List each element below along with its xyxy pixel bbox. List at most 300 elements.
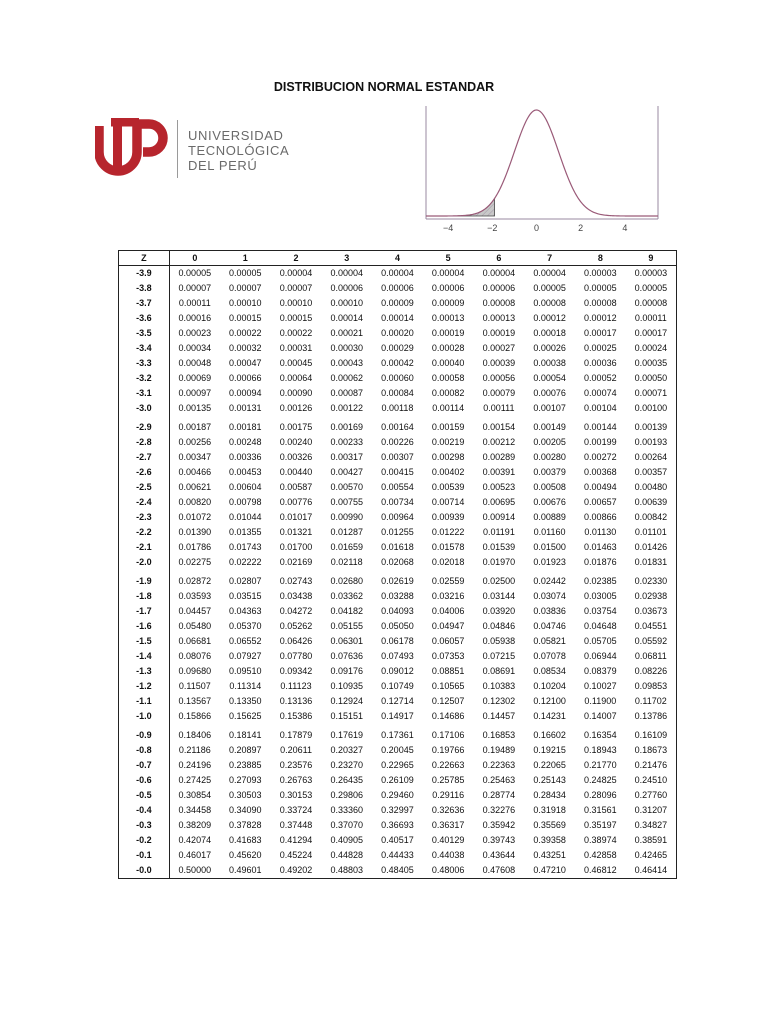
- z-value-cell: -3.5: [119, 326, 170, 341]
- probability-cell: 0.03144: [482, 591, 516, 601]
- x-tick-label: −4: [442, 223, 454, 233]
- probability-cell: 0.00256: [178, 437, 212, 447]
- table-row: [119, 371, 677, 386]
- probability-cell: 0.18406: [178, 730, 212, 740]
- probability-cell: 0.35942: [482, 820, 516, 830]
- table-row: [119, 634, 677, 649]
- z-value-cell: -2.1: [119, 540, 170, 555]
- probability-cell: 0.01191: [482, 527, 515, 537]
- logo-line-2: TECNOLÓGICA: [188, 143, 290, 158]
- shaded-tail-area: [426, 199, 495, 216]
- z-value-cell: -2.8: [119, 435, 170, 450]
- probability-cell: 0.33724: [279, 805, 313, 815]
- probability-cell: 0.10935: [330, 681, 363, 691]
- probability-cell: 0.00114: [432, 403, 465, 413]
- probability-cell: 0.01101: [634, 527, 667, 537]
- digit-column-header: 8: [575, 251, 626, 266]
- probability-cell: 0.38591: [634, 835, 668, 845]
- probability-cell: 0.03438: [279, 591, 313, 601]
- z-table-head: [119, 251, 677, 266]
- x-tick-label: 2: [578, 223, 584, 233]
- probability-cell: 0.08226: [634, 666, 668, 676]
- probability-cell: 0.45224: [279, 850, 313, 860]
- probability-cell: 0.14917: [381, 711, 414, 721]
- probability-cell: 0.01743: [229, 542, 262, 552]
- probability-cell: 0.03673: [634, 606, 668, 616]
- probability-cell: 0.08379: [584, 666, 617, 676]
- probability-cell: 0.38974: [584, 835, 617, 845]
- probability-cell: 0.05480: [178, 621, 212, 631]
- table-row: [119, 619, 677, 634]
- probability-cell: 0.00621: [178, 482, 212, 492]
- probability-cell: 0.37070: [330, 820, 363, 830]
- probability-cell: 0.00071: [634, 388, 668, 398]
- z-value-cell: -0.8: [119, 743, 170, 758]
- probability-cell: 0.13786: [634, 711, 668, 721]
- probability-cell: 0.29116: [432, 790, 465, 800]
- z-value-cell: -3.1: [119, 386, 170, 401]
- probability-cell: 0.16109: [634, 730, 668, 740]
- probability-cell: 0.10204: [533, 681, 566, 691]
- probability-cell: 0.00013: [431, 313, 465, 323]
- probability-cell: 0.00005: [229, 268, 262, 278]
- z-value-cell: -0.0: [119, 863, 170, 879]
- probability-cell: 0.00005: [634, 283, 668, 293]
- probability-cell: 0.48405: [381, 865, 414, 875]
- probability-cell: 0.26763: [279, 775, 313, 785]
- probability-cell: 0.01255: [381, 527, 414, 537]
- z-value-cell: -0.4: [119, 803, 170, 818]
- probability-cell: 0.10383: [482, 681, 516, 691]
- probability-cell: 0.24510: [634, 775, 668, 785]
- probability-cell: 0.01659: [330, 542, 363, 552]
- probability-cell: 0.00402: [431, 467, 465, 477]
- probability-cell: 0.00052: [584, 373, 617, 383]
- probability-cell: 0.44433: [381, 850, 414, 860]
- probability-cell: 0.00240: [279, 437, 313, 447]
- probability-cell: 0.22363: [482, 760, 516, 770]
- probability-cell: 0.28096: [584, 790, 617, 800]
- probability-cell: 0.00009: [431, 298, 465, 308]
- probability-cell: 0.02442: [533, 576, 566, 586]
- probability-cell: 0.32997: [381, 805, 414, 815]
- probability-cell: 0.12302: [482, 696, 516, 706]
- probability-cell: 0.46017: [178, 850, 212, 860]
- probability-cell: 0.00032: [229, 343, 262, 353]
- probability-cell: 0.11507: [178, 681, 211, 691]
- probability-cell: 0.00010: [229, 298, 262, 308]
- probability-cell: 0.00914: [482, 512, 516, 522]
- probability-cell: 0.02938: [634, 591, 668, 601]
- table-row: [119, 311, 677, 326]
- x-tick-label: 4: [622, 223, 628, 233]
- digit-column-header: 1: [220, 251, 271, 266]
- probability-cell: 0.00842: [634, 512, 668, 522]
- probability-cell: 0.00007: [279, 283, 313, 293]
- z-value-cell: -2.7: [119, 450, 170, 465]
- probability-cell: 0.02500: [482, 576, 516, 586]
- probability-cell: 0.01426: [634, 542, 668, 552]
- probability-cell: 0.16853: [482, 730, 516, 740]
- page-title: DISTRIBUCION NORMAL ESTANDAR: [273, 80, 495, 94]
- probability-cell: 0.30854: [178, 790, 212, 800]
- probability-cell: 0.34458: [178, 805, 212, 815]
- probability-cell: 0.15386: [279, 711, 313, 721]
- z-value-cell: -0.3: [119, 818, 170, 833]
- probability-cell: 0.00027: [482, 343, 516, 353]
- probability-cell: 0.00144: [584, 422, 617, 432]
- probability-cell: 0.09012: [381, 666, 414, 676]
- probability-cell: 0.00466: [178, 467, 212, 477]
- probability-cell: 0.00013: [482, 313, 516, 323]
- probability-cell: 0.00657: [584, 497, 617, 507]
- probability-cell: 0.36317: [431, 820, 465, 830]
- probability-cell: 0.11702: [634, 696, 667, 706]
- probability-cell: 0.27425: [178, 775, 212, 785]
- probability-cell: 0.18943: [584, 745, 617, 755]
- probability-cell: 0.02807: [229, 576, 262, 586]
- digit-column-header: 9: [626, 251, 677, 266]
- table-row: [119, 281, 677, 296]
- probability-cell: 0.07353: [431, 651, 465, 661]
- probability-cell: 0.02169: [279, 557, 313, 567]
- probability-cell: 0.44038: [431, 850, 465, 860]
- probability-cell: 0.28434: [533, 790, 566, 800]
- probability-cell: 0.03920: [482, 606, 516, 616]
- probability-cell: 0.34090: [229, 805, 262, 815]
- probability-cell: 0.04272: [279, 606, 313, 616]
- z-value-cell: -2.3: [119, 510, 170, 525]
- probability-cell: 0.17361: [381, 730, 414, 740]
- probability-cell: 0.25143: [533, 775, 566, 785]
- probability-cell: 0.31207: [634, 805, 668, 815]
- probability-cell: 0.18141: [229, 730, 262, 740]
- probability-cell: 0.41683: [229, 835, 262, 845]
- probability-cell: 0.07078: [533, 651, 566, 661]
- probability-cell: 0.01970: [482, 557, 516, 567]
- probability-cell: 0.03288: [381, 591, 414, 601]
- probability-cell: 0.07636: [330, 651, 363, 661]
- probability-cell: 0.00008: [634, 298, 668, 308]
- digit-column-header: 5: [423, 251, 474, 266]
- probability-cell: 0.29806: [330, 790, 363, 800]
- probability-cell: 0.00347: [178, 452, 212, 462]
- probability-cell: 0.09176: [330, 666, 363, 676]
- table-row: [119, 589, 677, 604]
- probability-cell: 0.39743: [482, 835, 516, 845]
- probability-cell: 0.00100: [634, 403, 668, 413]
- probability-cell: 0.00336: [229, 452, 262, 462]
- table-row: [119, 818, 677, 833]
- probability-cell: 0.00357: [634, 467, 668, 477]
- probability-cell: 0.00453: [229, 467, 262, 477]
- probability-cell: 0.23270: [330, 760, 363, 770]
- probability-cell: 0.00006: [482, 283, 516, 293]
- probability-cell: 0.19489: [482, 745, 516, 755]
- probability-cell: 0.12924: [330, 696, 363, 706]
- probability-cell: 0.49202: [279, 865, 313, 875]
- probability-cell: 0.00015: [229, 313, 262, 323]
- probability-cell: 0.08851: [431, 666, 465, 676]
- probability-cell: 0.00017: [634, 328, 668, 338]
- probability-cell: 0.00111: [483, 403, 515, 413]
- probability-cell: 0.43644: [482, 850, 516, 860]
- probability-cell: 0.00004: [381, 268, 414, 278]
- probability-cell: 0.04363: [229, 606, 262, 616]
- probability-cell: 0.00368: [584, 467, 617, 477]
- probability-cell: 0.09342: [279, 666, 313, 676]
- probability-cell: 0.00006: [431, 283, 465, 293]
- probability-cell: 0.26435: [330, 775, 363, 785]
- table-row: [119, 266, 677, 282]
- table-row: [119, 356, 677, 371]
- probability-cell: 0.00016: [178, 313, 212, 323]
- probability-cell: 0.02743: [279, 576, 313, 586]
- probability-cell: 0.00018: [533, 328, 566, 338]
- probability-cell: 0.48803: [330, 865, 363, 875]
- probability-cell: 0.00008: [533, 298, 566, 308]
- probability-cell: 0.13567: [178, 696, 212, 706]
- probability-cell: 0.07215: [482, 651, 516, 661]
- z-table: [118, 250, 677, 879]
- probability-cell: 0.27760: [634, 790, 668, 800]
- probability-cell: 0.00021: [330, 328, 363, 338]
- probability-cell: 0.01700: [279, 542, 313, 552]
- logo-divider: [177, 120, 178, 178]
- probability-cell: 0.00005: [533, 283, 566, 293]
- probability-cell: 0.00135: [178, 403, 212, 413]
- probability-cell: 0.00004: [431, 268, 465, 278]
- probability-cell: 0.00058: [431, 373, 465, 383]
- probability-cell: 0.00798: [229, 497, 262, 507]
- probability-cell: 0.00164: [381, 422, 414, 432]
- probability-cell: 0.32276: [482, 805, 516, 815]
- probability-cell: 0.14007: [584, 711, 617, 721]
- probability-cell: 0.42074: [178, 835, 212, 845]
- probability-cell: 0.04746: [533, 621, 566, 631]
- probability-cell: 0.12100: [533, 696, 566, 706]
- probability-cell: 0.01539: [482, 542, 516, 552]
- probability-cell: 0.00004: [279, 268, 313, 278]
- probability-cell: 0.05821: [533, 636, 566, 646]
- probability-cell: 0.01160: [533, 527, 566, 537]
- probability-cell: 0.01578: [431, 542, 465, 552]
- probability-cell: 0.19215: [533, 745, 566, 755]
- probability-cell: 0.00181: [229, 422, 262, 432]
- probability-cell: 0.00020: [381, 328, 414, 338]
- z-value-cell: -3.7: [119, 296, 170, 311]
- probability-cell: 0.05155: [330, 621, 363, 631]
- probability-cell: 0.00010: [279, 298, 313, 308]
- probability-cell: 0.14231: [533, 711, 566, 721]
- probability-cell: 0.00820: [178, 497, 212, 507]
- z-value-cell: -0.1: [119, 848, 170, 863]
- probability-cell: 0.00990: [330, 512, 363, 522]
- probability-cell: 0.00118: [381, 403, 414, 413]
- probability-cell: 0.00003: [584, 268, 617, 278]
- probability-cell: 0.00122: [330, 403, 363, 413]
- probability-cell: 0.04093: [381, 606, 414, 616]
- probability-cell: 0.00066: [229, 373, 262, 383]
- probability-cell: 0.11123: [280, 681, 312, 691]
- probability-cell: 0.31561: [584, 805, 617, 815]
- probability-cell: 0.07493: [381, 651, 414, 661]
- probability-cell: 0.22065: [533, 760, 566, 770]
- probability-cell: 0.00523: [482, 482, 516, 492]
- table-row: [119, 694, 677, 709]
- probability-cell: 0.00045: [279, 358, 313, 368]
- table-row: [119, 570, 677, 589]
- table-row: [119, 341, 677, 356]
- probability-cell: 0.01130: [584, 527, 617, 537]
- table-row: [119, 465, 677, 480]
- probability-cell: 0.26109: [381, 775, 414, 785]
- z-value-cell: -2.6: [119, 465, 170, 480]
- z-value-cell: -2.4: [119, 495, 170, 510]
- probability-cell: 0.34827: [634, 820, 668, 830]
- probability-cell: 0.00017: [584, 328, 617, 338]
- digit-column-header: 7: [524, 251, 575, 266]
- probability-cell: 0.00714: [431, 497, 465, 507]
- z-table-header-row: [119, 251, 677, 266]
- probability-cell: 0.00480: [634, 482, 668, 492]
- probability-cell: 0.27093: [229, 775, 262, 785]
- probability-cell: 0.00048: [178, 358, 212, 368]
- probability-cell: 0.00009: [381, 298, 414, 308]
- probability-cell: 0.00011: [634, 313, 667, 323]
- table-row: [119, 555, 677, 570]
- probability-cell: 0.13350: [229, 696, 262, 706]
- probability-cell: 0.06944: [584, 651, 617, 661]
- probability-cell: 0.20327: [330, 745, 363, 755]
- probability-cell: 0.00062: [330, 373, 363, 383]
- probability-cell: 0.00415: [381, 467, 414, 477]
- z-value-cell: -0.9: [119, 724, 170, 743]
- probability-cell: 0.07780: [279, 651, 313, 661]
- probability-cell: 0.00010: [330, 298, 363, 308]
- probability-cell: 0.00169: [330, 422, 363, 432]
- z-value-cell: -1.1: [119, 694, 170, 709]
- probability-cell: 0.00298: [431, 452, 465, 462]
- digit-column-header: 4: [372, 251, 423, 266]
- probability-cell: 0.00004: [533, 268, 566, 278]
- probability-cell: 0.49601: [229, 865, 262, 875]
- probability-cell: 0.38209: [178, 820, 212, 830]
- probability-cell: 0.06426: [279, 636, 313, 646]
- logo-line-1: UNIVERSIDAD: [188, 128, 284, 143]
- table-row: [119, 401, 677, 416]
- probability-cell: 0.00289: [482, 452, 516, 462]
- probability-cell: 0.10749: [381, 681, 414, 691]
- probability-cell: 0.01287: [330, 527, 363, 537]
- probability-cell: 0.00008: [482, 298, 516, 308]
- probability-cell: 0.03005: [584, 591, 617, 601]
- probability-cell: 0.17879: [279, 730, 313, 740]
- z-value-cell: -1.0: [119, 709, 170, 724]
- probability-cell: 0.16354: [584, 730, 617, 740]
- probability-cell: 0.00056: [482, 373, 516, 383]
- z-value-cell: -1.8: [119, 589, 170, 604]
- probability-cell: 0.00427: [330, 467, 363, 477]
- table-row: [119, 450, 677, 465]
- probability-cell: 0.00676: [533, 497, 566, 507]
- probability-cell: 0.15625: [229, 711, 262, 721]
- probability-cell: 0.02018: [431, 557, 465, 567]
- probability-cell: 0.25463: [482, 775, 516, 785]
- probability-cell: 0.02680: [330, 576, 363, 586]
- probability-cell: 0.17106: [431, 730, 465, 740]
- probability-cell: 0.12714: [381, 696, 414, 706]
- probability-cell: 0.01390: [178, 527, 212, 537]
- probability-cell: 0.00964: [381, 512, 414, 522]
- probability-cell: 0.00175: [279, 422, 313, 432]
- probability-cell: 0.00248: [229, 437, 262, 447]
- probability-cell: 0.00440: [279, 467, 313, 477]
- probability-cell: 0.39358: [533, 835, 566, 845]
- probability-cell: 0.00939: [431, 512, 465, 522]
- probability-cell: 0.00695: [482, 497, 516, 507]
- z-value-cell: -3.8: [119, 281, 170, 296]
- probability-cell: 0.11314: [229, 681, 262, 691]
- probability-cell: 0.48006: [431, 865, 465, 875]
- probability-cell: 0.04846: [482, 621, 516, 631]
- z-value-cell: -1.5: [119, 634, 170, 649]
- probability-cell: 0.03074: [533, 591, 566, 601]
- probability-cell: 0.00604: [229, 482, 262, 492]
- probability-cell: 0.00012: [584, 313, 617, 323]
- probability-cell: 0.00019: [482, 328, 516, 338]
- probability-cell: 0.00029: [381, 343, 414, 353]
- density-curve: [426, 110, 658, 216]
- probability-cell: 0.04006: [431, 606, 465, 616]
- probability-cell: 0.08691: [482, 666, 516, 676]
- probability-cell: 0.00036: [584, 358, 617, 368]
- probability-cell: 0.01017: [279, 512, 313, 522]
- probability-cell: 0.00014: [330, 313, 363, 323]
- probability-cell: 0.00006: [381, 283, 414, 293]
- logo-wordmark: [188, 128, 289, 173]
- probability-cell: 0.42858: [584, 850, 617, 860]
- table-row: [119, 664, 677, 679]
- z-value-cell: -3.3: [119, 356, 170, 371]
- probability-cell: 0.01618: [381, 542, 414, 552]
- table-row: [119, 803, 677, 818]
- probability-cell: 0.00028: [431, 343, 465, 353]
- probability-cell: 0.01044: [229, 512, 262, 522]
- probability-cell: 0.00107: [533, 403, 566, 413]
- z-value-cell: -1.7: [119, 604, 170, 619]
- probability-cell: 0.00042: [381, 358, 414, 368]
- probability-cell: 0.03216: [431, 591, 465, 601]
- probability-cell: 0.33360: [330, 805, 363, 815]
- table-row: [119, 833, 677, 848]
- z-table-body: [119, 266, 677, 879]
- probability-cell: 0.44828: [330, 850, 363, 860]
- probability-cell: 0.45620: [229, 850, 262, 860]
- probability-cell: 0.20045: [381, 745, 414, 755]
- table-row: [119, 743, 677, 758]
- probability-cell: 0.00104: [584, 403, 617, 413]
- probability-cell: 0.00031: [279, 343, 313, 353]
- probability-cell: 0.00007: [229, 283, 262, 293]
- probability-cell: 0.00226: [381, 437, 414, 447]
- utp-logo-mark: [95, 118, 171, 182]
- probability-cell: 0.00126: [279, 403, 313, 413]
- probability-cell: 0.01786: [178, 542, 212, 552]
- normal-curve-figure: [422, 100, 672, 241]
- probability-cell: 0.02118: [330, 557, 363, 567]
- probability-cell: 0.08076: [178, 651, 212, 661]
